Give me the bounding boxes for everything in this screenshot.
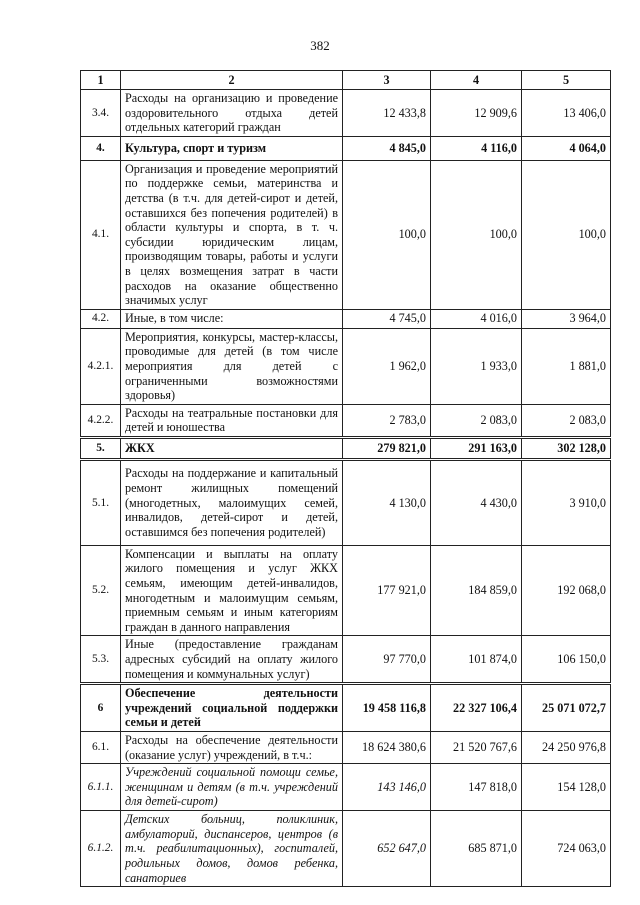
row-description: Мероприятия, конкурсы, мастер-классы, проводимые для детей (в том числе мероприятия для детей с ограниченными возможностями здоровья) — [121, 328, 343, 404]
value-col-4: 101 874,0 — [431, 636, 522, 684]
value-col-5: 192 068,0 — [522, 545, 611, 636]
value-col-4: 685 871,0 — [431, 811, 522, 887]
value-col-5: 2 083,0 — [522, 404, 611, 437]
row-number: 4.2.1. — [81, 328, 121, 404]
row-description: Расходы на поддержание и капитальный ремонт жилищных помещений (многодетных, малоимущих семей, инвалидов, детей-сирот и детей, оставшимся без попечения родителей) — [121, 459, 343, 545]
row-number: 4.2. — [81, 309, 121, 328]
table-row — [81, 459, 611, 545]
column-header: 4 — [431, 71, 522, 90]
value-col-5: 3 910,0 — [522, 459, 611, 545]
table-row — [81, 684, 611, 732]
row-number: 5.1. — [81, 459, 121, 545]
table-row — [81, 90, 611, 137]
value-col-4: 4 430,0 — [431, 459, 522, 545]
row-number: 6.1. — [81, 732, 121, 764]
value-col-3: 4 130,0 — [343, 459, 431, 545]
value-col-3: 143 146,0 — [343, 764, 431, 811]
row-number: 5. — [81, 437, 121, 459]
row-number: 3.4. — [81, 90, 121, 137]
value-col-3: 4 745,0 — [343, 309, 431, 328]
value-col-4: 4 016,0 — [431, 309, 522, 328]
table-header-row — [81, 71, 611, 90]
value-col-5: 106 150,0 — [522, 636, 611, 684]
value-col-3: 279 821,0 — [343, 437, 431, 459]
value-col-4: 21 520 767,6 — [431, 732, 522, 764]
row-number: 6.1.1. — [81, 764, 121, 811]
table-row — [81, 404, 611, 437]
value-col-3: 19 458 116,8 — [343, 684, 431, 732]
row-description: Учреждений социальной помощи семье, женщинам и детям (в т.ч. учреждений для детей-сирот) — [121, 764, 343, 811]
row-description: Расходы на организацию и проведение оздоровительного отдыха детей отдельных категорий граждан — [121, 90, 343, 137]
value-col-3: 18 624 380,6 — [343, 732, 431, 764]
value-col-5: 25 071 072,7 — [522, 684, 611, 732]
value-col-4: 12 909,6 — [431, 90, 522, 137]
table-row — [81, 328, 611, 404]
table-row — [81, 732, 611, 764]
value-col-5: 24 250 976,8 — [522, 732, 611, 764]
value-col-4: 291 163,0 — [431, 437, 522, 459]
row-number: 4.2.2. — [81, 404, 121, 437]
value-col-5: 724 063,0 — [522, 811, 611, 887]
value-col-4: 100,0 — [431, 160, 522, 309]
row-description: Культура, спорт и туризм — [121, 136, 343, 160]
value-col-4: 4 116,0 — [431, 136, 522, 160]
row-description: Расходы на обеспечение деятельности (оказание услуг) учреждений, в т.ч.: — [121, 732, 343, 764]
value-col-3: 177 921,0 — [343, 545, 431, 636]
value-col-4: 2 083,0 — [431, 404, 522, 437]
row-number: 5.3. — [81, 636, 121, 684]
value-col-4: 22 327 106,4 — [431, 684, 522, 732]
column-header: 1 — [81, 71, 121, 90]
row-description: Расходы на театральные постановки для детей и юношества — [121, 404, 343, 437]
row-description: Компенсации и выплаты на оплату жилого помещения и услуг ЖКХ семьям, имеющим детей-инвалидов, многодетным и малоимущим семьям, приемным семьям и иным категориям граждан в данного направления — [121, 545, 343, 636]
table-row — [81, 136, 611, 160]
table-row — [81, 811, 611, 887]
value-col-3: 97 770,0 — [343, 636, 431, 684]
table-row — [81, 160, 611, 309]
row-number: 6 — [81, 684, 121, 732]
row-description: Иные, в том числе: — [121, 309, 343, 328]
table-row — [81, 545, 611, 636]
value-col-5: 302 128,0 — [522, 437, 611, 459]
value-col-3: 652 647,0 — [343, 811, 431, 887]
row-description: Организация и проведение мероприятий по поддержке семьи, материнства и детства (в т.ч. для детей-сирот и детей, оставшихся без попечения родителей) в области культуры и спорта, в т. ч. субсидии юридическим лицам, производящим товары, работы и услуги в целях возмещения затрат в части расходов на оказание общественно значимых услуг — [121, 160, 343, 309]
budget-table — [80, 70, 611, 887]
row-description: ЖКХ — [121, 437, 343, 459]
table-row — [81, 636, 611, 684]
row-description: Обеспечение деятельности учреждений социальной поддержки семьи и детей — [121, 684, 343, 732]
value-col-3: 1 962,0 — [343, 328, 431, 404]
value-col-4: 1 933,0 — [431, 328, 522, 404]
value-col-5: 1 881,0 — [522, 328, 611, 404]
column-header: 2 — [121, 71, 343, 90]
column-header: 5 — [522, 71, 611, 90]
value-col-3: 12 433,8 — [343, 90, 431, 137]
row-number: 4. — [81, 136, 121, 160]
value-col-5: 154 128,0 — [522, 764, 611, 811]
value-col-4: 147 818,0 — [431, 764, 522, 811]
value-col-4: 184 859,0 — [431, 545, 522, 636]
table-row — [81, 764, 611, 811]
value-col-5: 13 406,0 — [522, 90, 611, 137]
value-col-3: 100,0 — [343, 160, 431, 309]
row-description: Детских больниц, поликлиник, амбулаторий, диспансеров, центров (в т.ч. реабилитационных), госпиталей, родильных домов, домов ребенка, санаториев — [121, 811, 343, 887]
table-row — [81, 309, 611, 328]
row-description: Иные (предоставление гражданам адресных субсидий на оплату жилого помещения и коммунальных услуг) — [121, 636, 343, 684]
column-header: 3 — [343, 71, 431, 90]
value-col-5: 4 064,0 — [522, 136, 611, 160]
row-number: 5.2. — [81, 545, 121, 636]
page-number: 382 — [310, 38, 330, 53]
table-row — [81, 437, 611, 459]
value-col-3: 2 783,0 — [343, 404, 431, 437]
row-number: 4.1. — [81, 160, 121, 309]
value-col-5: 100,0 — [522, 160, 611, 309]
value-col-5: 3 964,0 — [522, 309, 611, 328]
value-col-3: 4 845,0 — [343, 136, 431, 160]
row-number: 6.1.2. — [81, 811, 121, 887]
